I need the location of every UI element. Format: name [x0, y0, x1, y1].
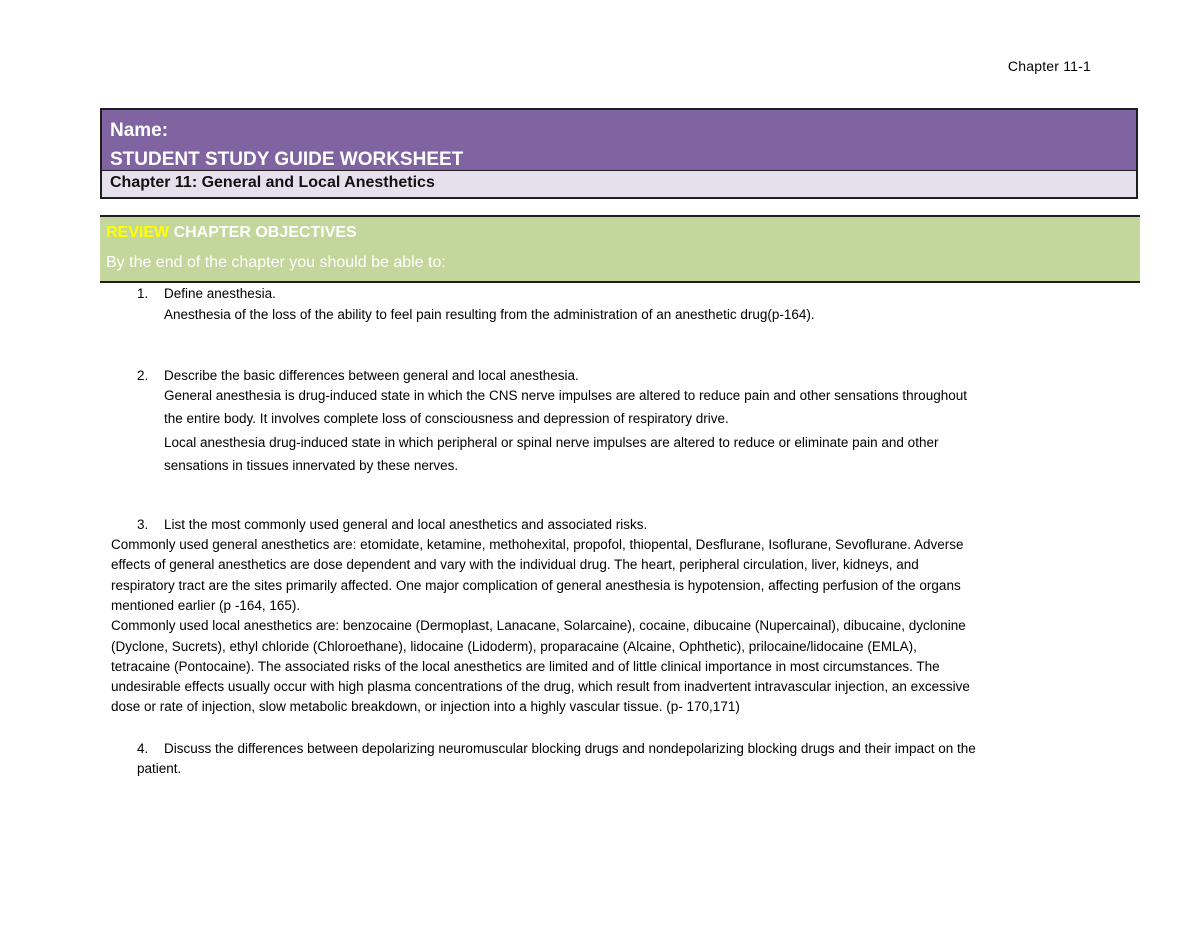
item-number: 1.: [137, 286, 149, 301]
page-number-label: Chapter 11-1: [1007, 58, 1091, 74]
answer-line: mentioned earlier (p -164, 165).: [111, 598, 301, 613]
answer-line: effects of general anesthetics are dose dependent and vary with the individual drug. The heart, peripheral circulation, liver, kidneys, and: [111, 557, 919, 572]
answer-line: the entire body. It involves complete loss of consciousness and depression of respiratory drive.: [164, 411, 729, 426]
answer-line: Commonly used local anesthetics are: benzocaine (Dermoplast, Lanacane, Solarcaine), cocaine, dibucaine (Nupercainal), dibucaine, dyclonine: [111, 618, 966, 633]
objectives-heading-text: CHAPTER OBJECTIVES: [169, 224, 357, 241]
question-text: Describe the basic differences between general and local anesthesia.: [164, 368, 579, 383]
name-label: Name:: [110, 120, 169, 141]
answer-line: Commonly used general anesthetics are: etomidate, ketamine, methohexital, propofol, thiopental, Desflurane, Isoflurane, Sevoflurane. Adverse: [111, 537, 964, 552]
answer-line: dose or rate of injection, slow metabolic breakdown, or injection into a highly vascular tissue. (p- 170,171): [111, 699, 740, 714]
answer-line: Local anesthesia drug-induced state in which peripheral or spinal nerve impulses are altered to reduce or eliminate pain and other: [164, 435, 939, 450]
item-number: 3.: [137, 517, 149, 532]
worksheet-title: STUDENT STUDY GUIDE WORKSHEET: [110, 149, 464, 170]
answer-line: undesirable effects usually occur with high plasma concentrations of the drug, which result from inadvertent intravascular injection, an excessive: [111, 679, 970, 694]
question-text: Define anesthesia.: [164, 286, 276, 301]
question-text: List the most commonly used general and local anesthetics and associated risks.: [164, 517, 648, 532]
objectives-subheading: By the end of the chapter you should be able to:: [106, 254, 446, 271]
item-number: 4.: [137, 741, 149, 756]
answer-line: respiratory tract are the sites primarily affected. One major complication of general anesthesia is hypotension, affecting perfusion of the organs: [111, 578, 961, 593]
answer-line: Anesthesia of the loss of the ability to feel pain resulting from the administration of an anesthetic drug(p-164).: [164, 307, 815, 322]
answer-line: sensations in tissues innervated by these nerves.: [164, 458, 459, 473]
review-word: REVIEW: [106, 224, 170, 241]
chapter-title: Chapter 11: General and Local Anesthetics: [102, 171, 1136, 197]
answer-line: tetracaine (Pontocaine). The associated risks of the local anesthetics are limited and of little clinical importance in most circumstances. The: [111, 659, 940, 674]
worksheet-title-box: [100, 108, 1138, 199]
objectives-banner: [100, 215, 1140, 283]
item-number: 2.: [137, 368, 149, 383]
answer-line: (Dyclone, Sucrets), ethyl chloride (Chloroethane), lidocaine (Lidoderm), proparacaine (Alcaine, Ophthetic), prilocaine/lidocaine (EMLA),: [111, 639, 917, 654]
title-banner: [102, 110, 1136, 171]
question-text: patient.: [137, 761, 182, 776]
objectives-heading: [106, 223, 1140, 243]
answer-line: General anesthesia is drug-induced state in which the CNS nerve impulses are altered to reduce pain and other sensations throughout: [164, 388, 967, 403]
question-text: Discuss the differences between depolarizing neuromuscular blocking drugs and nondepolarizing blocking drugs and their impact on the: [164, 741, 976, 756]
